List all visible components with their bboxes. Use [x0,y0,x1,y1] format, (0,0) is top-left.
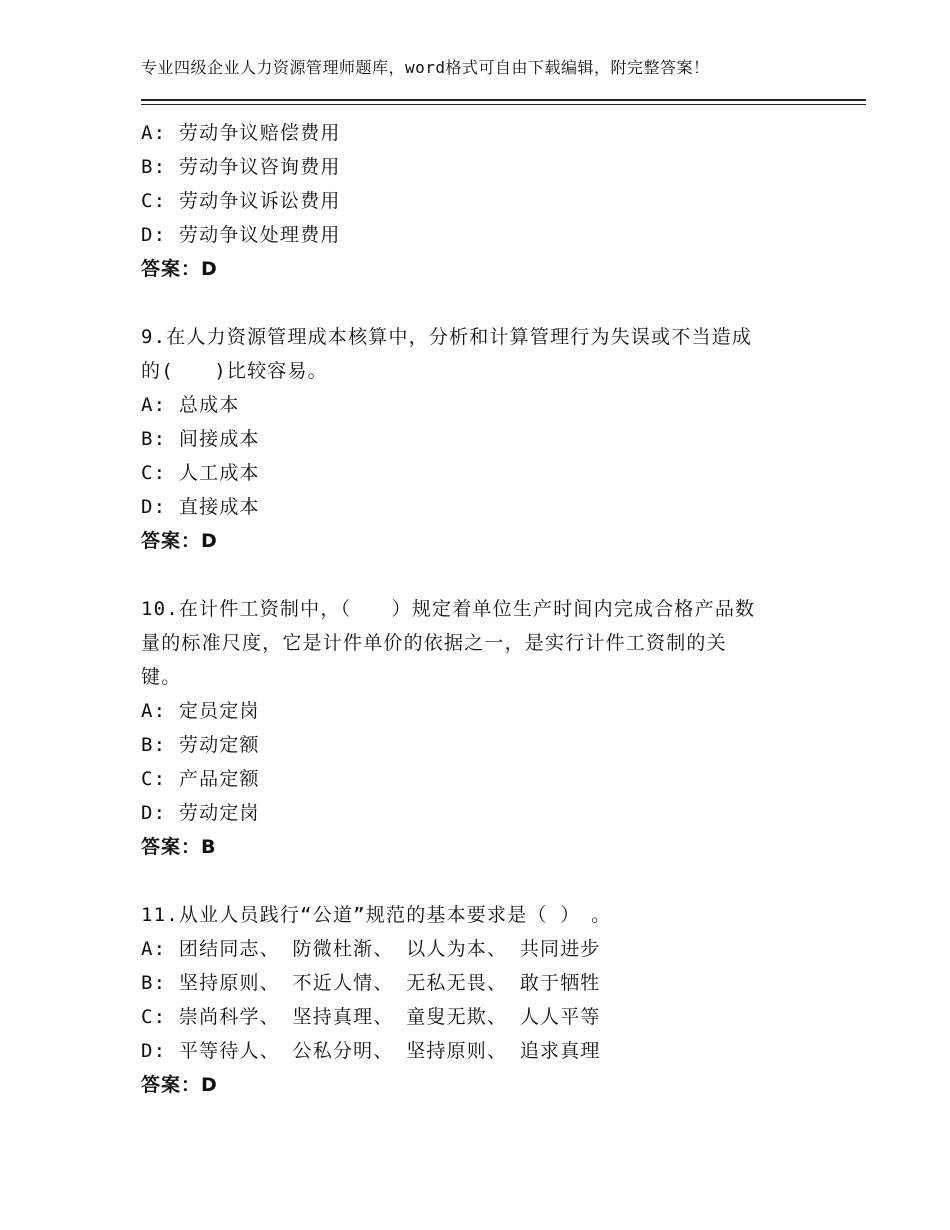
option-c: C: 人工成本 [141,462,260,484]
option-c: C: 劳动争议诉讼费用 [141,190,341,212]
prev-question-options [141,116,831,252]
option-a: A: 劳动争议赔偿费用 [141,122,341,144]
question-text-line: 9.在人力资源管理成本核算中，分析和计算管理行为失误或不当造成 [141,326,753,348]
spacer [141,558,831,592]
option-c: C: 崇尚科学、 坚持真理、 童叟无欺、 人人平等 [141,1006,601,1028]
answer-label: 答案：D [141,258,218,280]
option-b: B: 间接成本 [141,428,260,450]
option-a: A: 定员定岗 [141,700,260,722]
question-text-line: 的( )比较容易。 [141,360,328,382]
option-a: A: 总成本 [141,394,240,416]
option-a: A: 团结同志、 防微杜渐、 以人为本、 共同进步 [141,938,601,960]
option-b: B: 劳动争议咨询费用 [141,156,341,178]
option-d: D: 劳动定岗 [141,802,260,824]
option-b: B: 坚持原则、 不近人情、 无私无畏、 敢于牺牲 [141,972,601,994]
header-rule-thin [141,104,866,105]
option-d: D: 平等待人、 公私分明、 坚持原则、 追求真理 [141,1040,601,1062]
question-content [141,116,831,1102]
spacer [141,286,831,320]
spacer [141,864,831,898]
question-11 [141,898,831,1102]
answer-label: 答案：B [141,836,217,858]
option-c: C: 产品定额 [141,768,260,790]
answer-label: 答案：D [141,530,218,552]
question-text-line: 11.从业人员践行“公道”规范的基本要求是（ ） 。 [141,904,612,926]
page-header: 专业四级企业人力资源管理师题库，word格式可自由下载编辑，附完整答案！ [141,58,710,77]
question-9 [141,320,831,558]
option-d: D: 劳动争议处理费用 [141,224,341,246]
question-10 [141,592,831,864]
question-text-line: 10.在计件工资制中，（ ）规定着单位生产时间内完成合格产品数 [141,598,756,620]
option-b: B: 劳动定额 [141,734,260,756]
question-text-line: 键。 [141,666,182,688]
header-rule-thick [141,99,866,101]
option-d: D: 直接成本 [141,496,260,518]
question-text-line: 量的标准尺度，它是计件单价的依据之一，是实行计件工资制的关 [141,632,727,654]
answer-label: 答案：D [141,1074,218,1096]
